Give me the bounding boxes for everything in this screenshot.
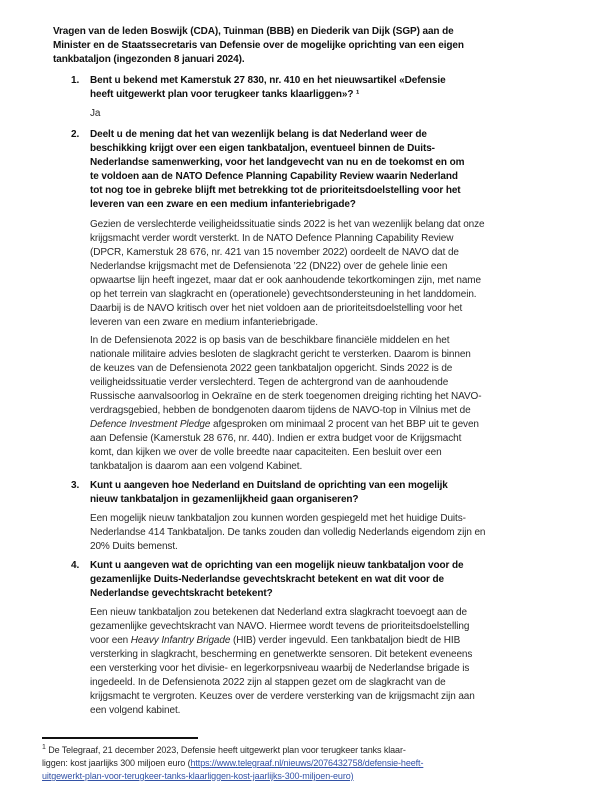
answer-text: Een nieuw tankbataljon zou betekenen dat Nederland extra slagkracht toevoegt aan de gezamenlijke gevechtskracht van NAVO. Hiermee wordt tevens de prioriteitsdoelstelling voor een: [90, 607, 470, 646]
italic-phrase: Heavy Infantry Brigade: [130, 635, 231, 646]
footnote: [42, 744, 562, 783]
question-number: 4.: [71, 560, 80, 571]
question-number: 1.: [71, 75, 80, 86]
question-item-3: [42, 479, 598, 507]
answer-2-paragraph-2: [90, 334, 598, 474]
question-number: 2.: [71, 129, 80, 140]
answer-1: Ja: [90, 108, 101, 119]
answer-4: [90, 606, 598, 718]
document-content: [42, 25, 598, 783]
answer-text: In de Defensienota 2022 is op basis van de beschikbare financiële middelen en het nationale militaire advies besloten de slagkracht gericht te versterken. Daarom is binnen de keuzes van de Defensienota 2022 geen tankbataljon opgericht. Sinds 2022 is de veiligheidssituatie verder verslechterd. Tegen de achtergrond van de aanhoudende Russische aanvalsoorlog in Oekraïne en de sterk toegenomen dreiging richting het NAVO- verdragsgebied, hebben de bondgenoten daarom tijdens de NAVO-top in Vilnius met de: [90, 335, 482, 416]
question-item-1: [42, 74, 598, 102]
question-text: Kunt u aangeven wat de oprichting van een mogelijk nieuw tankbataljon voor de gezamenlijke Duits-Nederlandse gevechtskracht betekent en wat dit voor de Nederlandse gevechtskracht betekent?: [90, 560, 464, 599]
italic-phrase: Defence Investment Pledge: [90, 419, 211, 430]
document-title: Vragen van de leden Boswijk (CDA), Tuinman (BBB) en Diederik van Dijk (SGP) aan de Minister en de Staatssecretaris van Defensie over de mogelijke oprichting van een eigen tankbataljon (ingezonden 8 januari 2024).: [53, 26, 464, 65]
footnote-text: De Telegraaf, 21 december 2023, Defensie heeft uitgewerkt plan voor terugkeer tanks klaar- liggen: kost jaarlijks 300 miljoen euro (: [42, 745, 406, 768]
question-item-2: [42, 128, 598, 212]
question-text: Bent u bekend met Kamerstuk 27 830, nr. 410 en het nieuwsartikel «Defensie heeft uitgewerkt plan voor terugkeer tanks klaarliggen»? ¹: [90, 75, 446, 100]
answer-text: (HIB) verder ingevuld. Een tankbataljon biedt de HIB versterking in slagkracht, bescherming en genetwerkte sensoren. Dit betekent eveneens een versterking voor het divisie- en legerkorpsniveau waarbij de Nederlandse brigade is ingedeeld. In de Defensienota 2022 zijn al stappen gezet om de slagkracht van de krijgsmacht te vergroten. Keuzes over de verdere versterking van de krijgsmacht zijn aan een volgend kabinet.: [90, 635, 475, 716]
footnote-divider: [42, 737, 198, 739]
answer-text: afgesproken om minimaal 2 procent van het BBP uit te geven aan Defensie (Kamerstuk 28 676, nr. 440). Indien er extra budget voor de Krijgsmacht komt, dan kijken we over de volle breedte naar capaciteiten. Een besluit over een tankbataljon is daarom aan een volgend Kabinet.: [90, 419, 479, 472]
question-text: Deelt u de mening dat het van wezenlijk belang is dat Nederland weer de beschikking krijgt over een eigen tankbataljon, eventueel binnen de Duits- Nederlandse samenwerking, voor het landgevecht van nu en de toekomst en om te voldoen aan de NATO Defence Planning Capability Review waarin Nederland tot nog toe in gebreke blijft met betrekking tot de prioriteitsdoelstelling voor het leveren van een zware en een medium infanteriebrigade?: [90, 129, 465, 210]
answer-3: Een mogelijk nieuw tankbataljon zou kunnen worden gespiegeld met het huidige Duits- Nederlandse 414 Tankbataljon. De tanks zouden dan volledig Nederlands eigendom zijn en 20% Duits bemenst.: [90, 513, 486, 552]
answer-2-paragraph-1: Gezien de verslechterde veiligheidssituatie sinds 2022 is het van wezenlijk belang dat onze krijgsmacht verder wordt versterkt. In de NATO Defence Planning Capability Review (DPCR, Kamerstuk 28 676, nr. 421 van 15 november 2022) oordeelt de NAVO dat de Nederlandse krijgsmacht met de Defensienota ’22 (DN22) over de gehele linie een opwaartse lijn heeft ingezet, maar dat er ook aanhoudende tekortkomingen zijn, met name op het terrein van slagkracht en (operationele) gevechtsondersteuning in het landdomein. Daarbij is de NAVO kritisch over het niet voldoen aan de prioriteitsdoelstelling voor het leveren van een zware en medium infanteriebrigade.: [90, 219, 485, 328]
question-item-4: [42, 559, 598, 601]
footnote-marker: 1: [42, 744, 46, 751]
footnote-link[interactable]: https://www.telegraaf.nl/nieuws/2076432758/defensie-heeft- uitgewerkt-plan-voor-terugkeer-tanks-klaarliggen-kost-jaarlijks-300-miljoen-euro): [42, 758, 424, 781]
question-number: 3.: [71, 480, 80, 491]
question-text: Kunt u aangeven hoe Nederland en Duitsland de oprichting van een mogelijk nieuw tankbataljon in gezamenlijkheid gaan organiseren?: [90, 480, 448, 505]
